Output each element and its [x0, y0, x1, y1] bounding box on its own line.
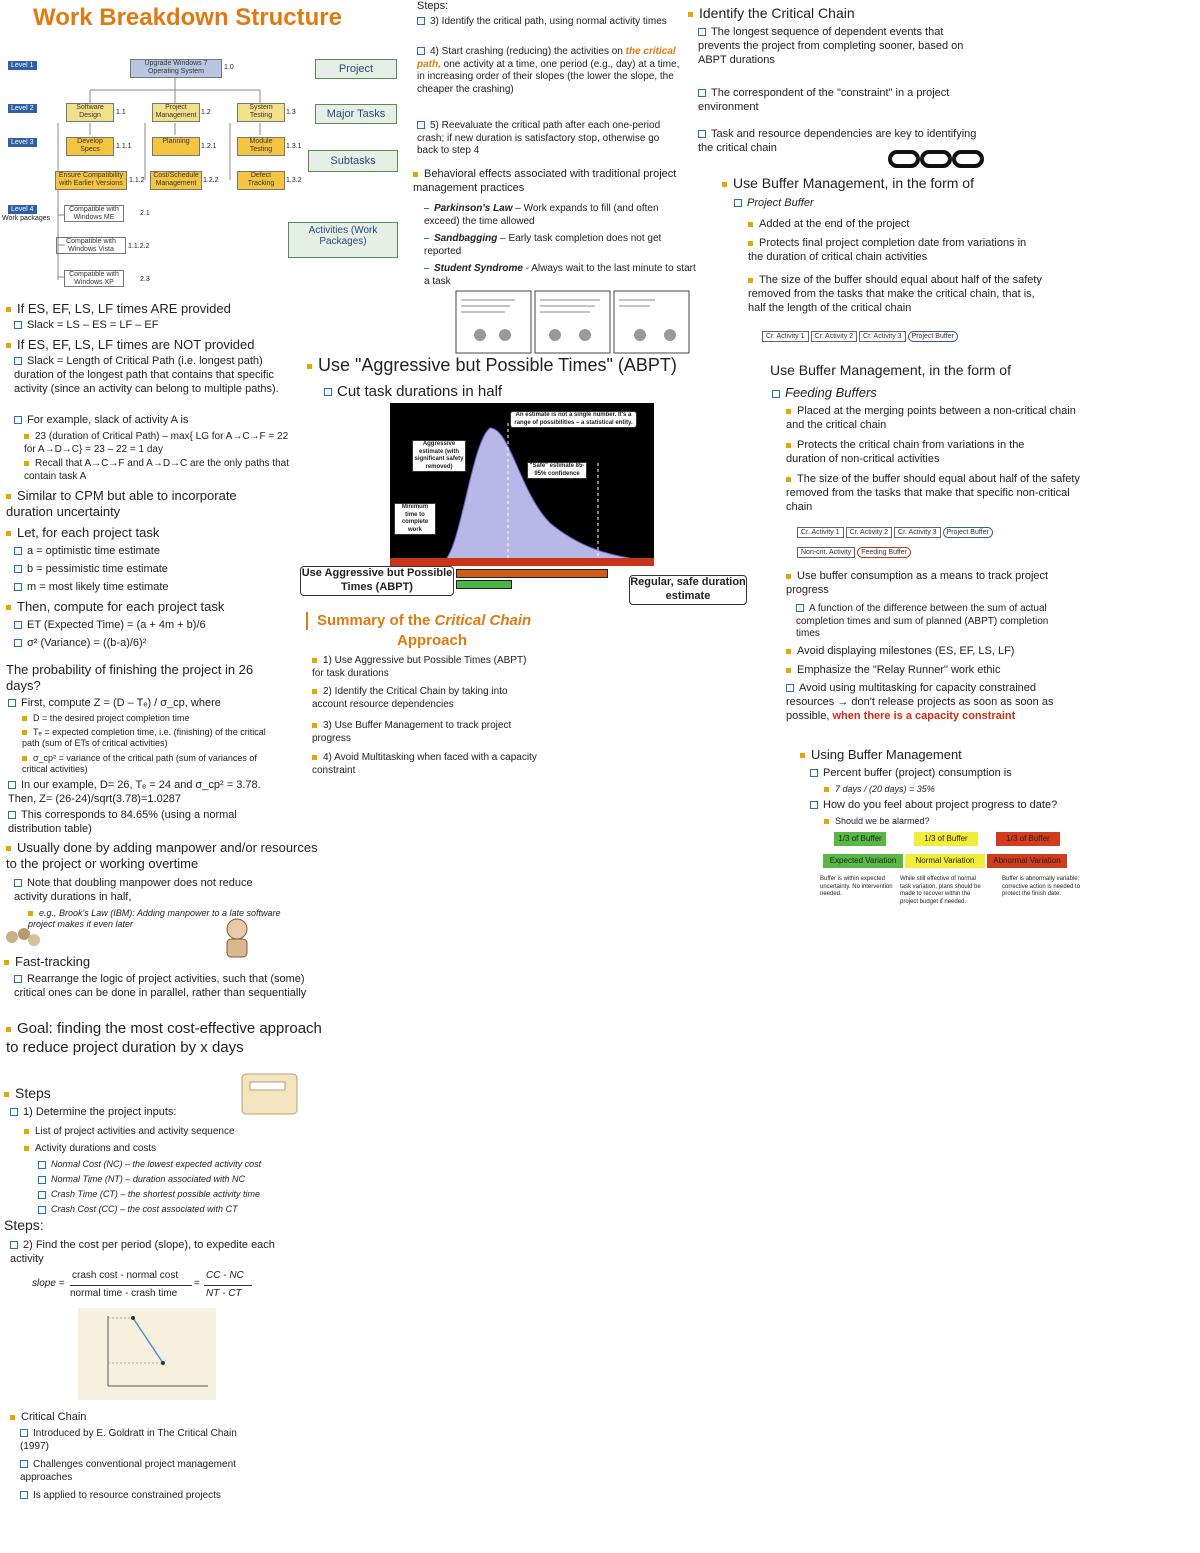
behavioral-effects: Behavioral effects associated with traditional project management practices: [413, 168, 677, 194]
abpt-cut: Cut task durations in half: [324, 383, 502, 401]
chain-link-icon: [886, 146, 986, 172]
pert-compute: Then, compute for each project task: [6, 599, 224, 615]
fb-protects: Protects the critical chain from variations in the duration of non-critical activities: [786, 439, 1025, 465]
chart-note-aggressive: Use Aggressive but Possible Times (ABPT): [300, 566, 454, 596]
chain-activity-1: Cr. Activity 1: [762, 331, 809, 342]
buffer-consumption-desc: A function of the difference between the sum of actual completion times and sum of planned (ABPT) completion times: [796, 603, 1049, 639]
pb-size: The size of the buffer should equal about half of the safety removed from the tasks that make the critical chain, that is, half the length of the critical chain: [748, 274, 1042, 314]
wbs-l2-2: Project Management: [152, 103, 200, 122]
wbs-l3-3-num: 1.3.1: [286, 143, 302, 150]
feed-chain-project-buffer: Project Buffer: [943, 527, 993, 538]
chart-note-left: Aggressive estimate (with significant safety removed): [412, 440, 466, 472]
parkinsons-law: Parkinson's Law – Work expands to fill (and often exceed) the time allowed: [424, 203, 659, 227]
sandbagging: Sandbagging – Early task completion does not get reported: [424, 233, 662, 257]
step-1-ct: Crash Time (CT) – the shortest possible activity time: [38, 1189, 260, 1200]
summary-1: 1) Use Aggressive but Possible Times (ABPT) for task durations: [312, 655, 527, 679]
slope-lhs: slope =: [32, 1278, 65, 1289]
pert-m: m = most likely time estimate: [14, 581, 169, 594]
cc-dependencies: Task and resource dependencies are key to identifying the critical chain: [698, 128, 977, 154]
slack-provided: If ES, EF, LS, LF times ARE provided: [6, 301, 231, 317]
student-syndrome: Student Syndrome - Always wait to the last minute to start a task: [424, 263, 696, 287]
crash-goal: Goal: finding the most cost-effective approach to reduce project duration by x days: [6, 1020, 322, 1056]
wbs-l4-3-num: 2.3: [140, 276, 150, 283]
wbs-work-packages: Work packages: [2, 215, 51, 222]
buffer-mgmt-heading: Use Buffer Management, in the form of: [722, 175, 974, 192]
cost-time-graph: [78, 1308, 216, 1400]
wbs-l3-2-num: 1.2.1: [201, 143, 217, 150]
wbs-root: Upgrade Windows 7 Operating System: [130, 59, 222, 78]
buffer-consumption: Use buffer consumption as a means to track project progress: [786, 570, 1049, 596]
prob-d: D = the desired project completion time: [22, 713, 189, 724]
steps-heading-2: Steps:: [4, 1217, 44, 1233]
step-1-nc: Normal Cost (NC) – the lowest expected activity cost: [38, 1159, 261, 1170]
wbs-arrow-activities: Activities (Work Packages): [288, 222, 398, 258]
slope-numerator: crash cost - normal cost: [72, 1270, 179, 1281]
col2-steps: Steps:: [417, 0, 449, 12]
wbs-l2-2-num: 1.2: [201, 109, 211, 116]
slack-critical-path-text: Slack = Length of Critical Path (i.e. longest path) duration of the longest path that contains that specific activity (since an activity can belong to multiple paths).: [14, 355, 279, 395]
prob-te: Tₑ = expected completion time, i.e. (finishing) of the critical path (sum of ETs of critical activities): [22, 727, 266, 749]
zone-expected: Expected Variation: [823, 854, 903, 868]
feed-chain-activity-1: Cr. Activity 1: [797, 527, 844, 538]
project-buffer-chain: [762, 331, 958, 342]
wbs-l2-3-num: 1.3: [286, 109, 296, 116]
wbs-l3b-3-num: 1.3.2: [286, 177, 302, 184]
wbs-l3-2: Planning: [152, 137, 200, 156]
worker-cartoon-icon: [215, 915, 260, 960]
wbs-l3b-1-num: 1.1.2: [129, 177, 145, 184]
wbs-l3b-2-num: 1.2.2: [203, 177, 219, 184]
slope-denominator: normal time - crash time: [70, 1288, 178, 1299]
chain-activity-2: Cr. Activity 2: [811, 331, 858, 342]
critical-chain-applied: Is applied to resource constrained projects: [20, 1490, 221, 1502]
slope-numerator-short: CC - NC: [206, 1270, 244, 1281]
wbs-level-2: Level 2: [8, 104, 37, 113]
project-buffer: Project Buffer: [734, 197, 814, 210]
summary-4: 4) Avoid Multitasking when faced with a capacity constraint: [312, 752, 537, 776]
fb-size: The size of the buffer should equal about half of the safety removed from the tasks that make that specific non-critical chain: [786, 473, 1080, 513]
slack-example-2: Recall that A→C→F and A→D→C are the only paths that contain task A: [24, 458, 290, 482]
wbs-l3b-2: Cost/Schedule Management: [150, 171, 202, 190]
percent-consumption-value: 7 days / (20 days) = 35%: [824, 784, 935, 795]
pert-b: b = pessimistic time estimate: [14, 563, 168, 576]
wbs-l3-1: Develop Specs: [66, 137, 114, 156]
feed-chain-activity-3: Cr. Activity 3: [894, 527, 941, 538]
fast-tracking-desc: Rearrange the logic of project activities, such that (some) critical ones can be done in parallel, rather than sequentially: [14, 973, 307, 999]
zone-abnormal: Abnormal Variation: [987, 854, 1067, 868]
wbs-arrow-subtasks: Subtasks: [308, 150, 398, 172]
step-2: 2) Find the cost per period (slope), to expedite each activity: [10, 1239, 275, 1265]
step-1-b: Activity durations and costs: [24, 1143, 156, 1155]
wbs-l4-1: Compatible with Windows ME: [64, 205, 124, 222]
progress-question: How do you feel about project progress to date?: [810, 799, 1057, 812]
steps-heading: Steps: [4, 1085, 51, 1102]
summary-title: Summary of the Critical Chain: [317, 612, 532, 629]
abpt-bar: [456, 569, 608, 578]
wbs-level-3: Level 3: [8, 138, 37, 147]
abpt-bar-green: [456, 580, 512, 589]
chain-project-buffer: Project Buffer: [908, 331, 958, 342]
wbs-root-num: 1.0: [224, 64, 234, 71]
feeding-buffers: Feeding Buffers: [772, 385, 877, 401]
avoid-multitasking: Avoid using multitasking for capacity constrained resources → don't release projects as soon as soon as possible, when there is a capacity constraint: [786, 682, 1054, 722]
slack-example: For example, slack of activity A is: [14, 414, 188, 427]
buffer-third-3: 1/3 of Buffer: [996, 832, 1060, 846]
pert-similar: Similar to CPM but able to incorporate duration uncertainty: [6, 488, 237, 520]
zone-note-3: Buffer is abnormally variable; corrective action is needed to protect the finish date.: [1002, 876, 1081, 897]
buffer-third-1: 1/3 of Buffer: [834, 832, 886, 846]
prob-result: This corresponds to 84.65% (using a normal distribution table): [8, 809, 237, 835]
zone-note-1: Buffer is within expected uncertainty. No intervention needed.: [820, 876, 893, 897]
chart-note-min: Minimum time to complete work: [394, 503, 436, 535]
pb-protects: Protects final project completion date from variations in the duration of critical chain activities: [748, 237, 1027, 263]
wbs-l4-2: Compatible with Windows Vista: [56, 237, 126, 254]
chart-note-safe: "Safe" estimate 85-95% confidence: [527, 462, 587, 479]
summary-title-2: Approach: [397, 632, 468, 649]
pert-variance: σ² (Variance) = ((b-a)/6)²: [14, 637, 146, 650]
slope-fraction-line-2: [204, 1285, 252, 1286]
prob-first: First, compute Z = (D – Tₑ) / σ_cp, where: [8, 697, 221, 710]
fast-tracking: Fast-tracking: [4, 954, 90, 970]
fb-placed: Placed at the merging points between a non-critical chain and the critical chain: [786, 405, 1076, 431]
non-critical-activity: Non-crit. Activity: [797, 547, 855, 558]
chain-activity-3: Cr. Activity 3: [859, 331, 906, 342]
feed-chain-activity-2: Cr. Activity 2: [846, 527, 893, 538]
wbs-arrow-project: Project: [315, 59, 397, 79]
col2-step-5: 5) Reevaluate the critical path after each one-period crash; if new duration is satisfactory stop, otherwise go back to step 4: [417, 120, 661, 156]
wbs-level-1: Level 1: [8, 61, 37, 70]
slack-not-provided: If ES, EF, LS, LF times are NOT provided: [6, 337, 254, 353]
identify-critical-chain: Identify the Critical Chain: [688, 5, 855, 22]
buffer-mgmt-heading-2: Use Buffer Management, in the form of: [770, 362, 1011, 378]
abpt-heading: Use "Aggressive but Possible Times" (ABPT): [307, 355, 677, 377]
comic-strip-icon: [455, 290, 690, 355]
slack-formula: Slack = LS – ES = LF – EF: [14, 319, 158, 332]
wbs-level-4: Level 4: [8, 205, 37, 214]
wbs-l4-1-num: 2.1: [140, 210, 150, 217]
prob-sigma: σ_cp² = variance of the critical path (sum of variances of critical activities): [22, 753, 257, 775]
wbs-l2-1-num: 1.1: [116, 109, 126, 116]
avoid-milestones: Avoid displaying milestones (ES, EF, LS, LF): [786, 645, 1014, 658]
page-title: Work Breakdown Structure: [33, 4, 342, 31]
wbs-l3b-3: Defect Tracking: [237, 171, 285, 190]
cc-constraint: The correspondent of the "constraint" in a project environment: [698, 87, 950, 113]
pert-et: ET (Expected Time) = (a + 4m + b)/6: [14, 619, 206, 632]
summary-3: 3) Use Buffer Management to track project progress: [312, 720, 512, 744]
prob-question: The probability of finishing the project in 26 days?: [6, 662, 254, 694]
using-buffer-mgmt: Using Buffer Management: [800, 747, 962, 763]
summary-2: 2) Identify the Critical Chain by taking into account resource dependencies: [312, 686, 508, 710]
slack-example-1: 23 (duration of Critical Path) – max{ LG for A→C→F = 22 for A→D→C} = 23 – 22 = 1 day: [24, 431, 289, 455]
zone-normal: Normal Variation: [905, 854, 985, 868]
col2-step-3: 3) Identify the critical path, using normal activity times: [417, 16, 682, 29]
step-1-cc: Crash Cost (CC) – the cost associated with CT: [38, 1204, 238, 1215]
pb-added: Added at the end of the project: [748, 218, 909, 231]
prob-example: In our example, D= 26, Tₑ = 24 and σ_cp² = 3.78. Then, Z= (26-24)/sqrt(3.78)=1.0287: [8, 779, 261, 805]
zone-note-2: While still effective of normal task variation, plans should be made to recover within the project budget if needed.: [900, 876, 981, 905]
calculator-illustration-icon: [240, 1068, 300, 1118]
crash-manpower: Usually done by adding manpower and/or resources to the project or working overtime: [6, 840, 318, 872]
wbs-l4-3: Compatible with Windows XP: [64, 270, 124, 287]
wbs-l2-3: System Testing: [237, 103, 285, 122]
percent-consumption: Percent buffer (project) consumption is: [810, 767, 1012, 780]
wbs-arrow-major-tasks: Major Tasks: [315, 104, 397, 124]
step-1-a: List of project activities and activity sequence: [24, 1126, 235, 1138]
summary-border: [306, 612, 308, 630]
col2-step-4: 4) Start crashing (reducing) the activities on the critical path, one activity at a time, one period (e.g., day) at a time, in increasing order of their slopes (the lower the slope, the cheaper the crashing): [417, 46, 680, 95]
chart-note-top: An estimate is not a single number. It's a range of possibilities – a statistical entity.: [510, 411, 637, 428]
critical-chain-heading: Critical Chain: [10, 1411, 86, 1424]
feeding-buffer-chain: [797, 527, 993, 538]
step-1-nt: Normal Time (NT) – duration associated with NC: [38, 1174, 245, 1185]
non-critical-chain: [797, 547, 911, 558]
wbs-l3-1-num: 1.1.1: [116, 143, 132, 150]
wbs-l4-2-num: 1.1.2.2: [128, 243, 150, 250]
step-1: 1) Determine the project inputs:: [10, 1106, 176, 1119]
people-illustration-icon: [2, 922, 42, 952]
critical-chain-intro: Introduced by E. Goldratt in The Critical Chain (1997): [20, 1428, 237, 1452]
wbs-l3b-1: Ensure Compatibility with Earlier Versions: [55, 171, 127, 190]
buffer-third-2: 1/3 of Buffer: [914, 832, 978, 846]
slope-fraction-line: [70, 1285, 192, 1286]
slope-equals: =: [194, 1278, 200, 1289]
pert-a: a = optimistic time estimate: [14, 545, 160, 558]
crash-doubling: Note that doubling manpower does not reduce activity durations in half,: [14, 877, 253, 903]
slope-denominator-short: NT - CT: [206, 1288, 242, 1299]
critical-chain-challenges: Challenges conventional project management approaches: [20, 1459, 236, 1483]
cc-longest-sequence: The longest sequence of dependent events that prevents the project from completing sooner, based on ABPT durations: [698, 26, 964, 66]
feeding-buffer-box: Feeding Buffer: [857, 547, 911, 558]
pert-let: Let, for each project task: [6, 525, 159, 541]
wbs-l2-1: Software Design: [66, 103, 114, 122]
crash-brooks: e.g., Brook's Law (IBM): Adding manpower to a late software project makes it even later: [28, 908, 281, 930]
wbs-l3-3: Module Testing: [237, 137, 285, 156]
chart-note-regular: Regular, safe duration estimate: [629, 575, 747, 605]
relay-runner: Emphasize the "Relay Runner" work ethic: [786, 664, 1000, 677]
alarmed-question: Should we be alarmed?: [824, 816, 930, 827]
